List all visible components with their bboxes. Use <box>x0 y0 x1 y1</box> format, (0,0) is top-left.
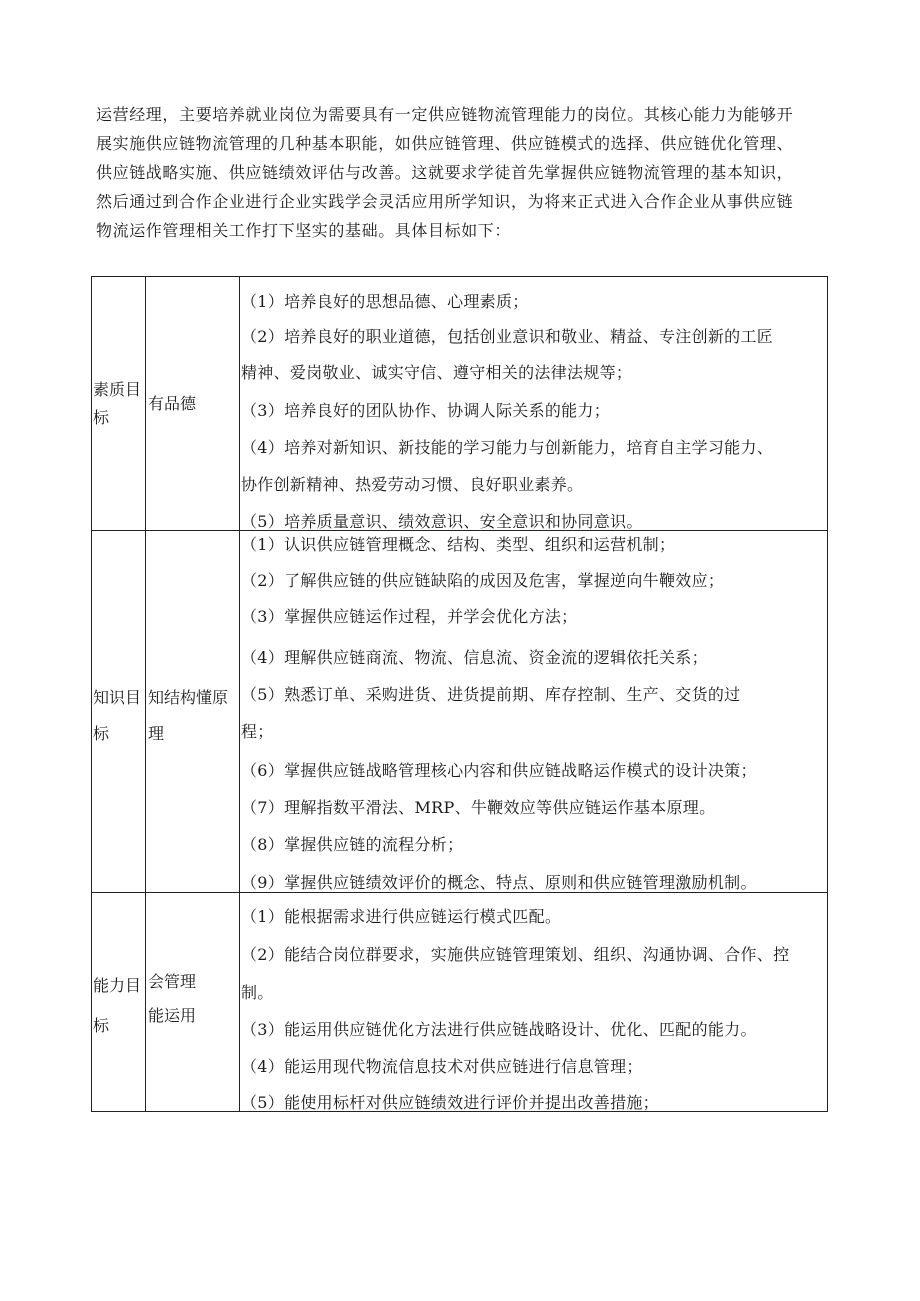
table-column-divider <box>239 276 240 1112</box>
goal-item: （6）掌握供应链战略管理核心内容和供应链战略运作模式的设计决策； <box>241 761 757 780</box>
category-label: 素质目 <box>93 380 142 399</box>
goal-item: 制。 <box>241 983 274 1002</box>
goal-item: （8）掌握供应链的流程分析； <box>241 835 464 854</box>
goal-item: （2）了解供应链的供应链缺陷的成因及危害，掌握逆向牛鞭效应； <box>241 571 725 590</box>
table-border-left <box>91 276 92 1112</box>
goal-item: （3）培养良好的团队协作、协调人际关系的能力； <box>241 401 611 420</box>
subcategory-label: 知结构懂原 <box>148 688 229 707</box>
goal-item: （1）能根据需求进行供应链运行模式匹配。 <box>241 907 562 926</box>
intro-paragraph <box>96 100 836 245</box>
category-label: 知识目 <box>93 688 142 707</box>
category-cell-knowledge <box>93 684 141 748</box>
table-border-top <box>91 276 828 277</box>
goal-item: （5）培养质量意识、绩效意识、安全意识和协同意识。 <box>241 512 643 531</box>
intro-line: 运营经理，主要培养就业岗位为需要具有一定供应链物流管理能力的岗位。其核心能力为能够开 <box>96 105 794 124</box>
goal-item: （7）理解指数平滑法、MRP、牛鞭效应等供应链运作基本原理。 <box>241 798 716 817</box>
goal-item: （5）能使用标杆对供应链绩效进行评价并提出改善措施； <box>241 1093 659 1112</box>
category-label: 能力目 <box>93 976 142 995</box>
intro-line: 然后通过到合作企业进行企业实践学会灵活应用所学知识，为将来正式进入合作企业从事供应链 <box>96 192 794 211</box>
category-label: 标 <box>93 1016 110 1035</box>
subcategory-label: 能运用 <box>148 1006 197 1025</box>
goal-item: 程； <box>241 722 274 741</box>
goal-item: （2）培养良好的职业道德，包括创业意识和敬业、精益、专注创新的工匠 <box>241 327 774 346</box>
category-label: 标 <box>93 408 110 427</box>
goal-item: （1）认识供应链管理概念、结构、类型、组织和运营机制； <box>241 535 676 554</box>
goal-item: （5）熟悉订单、采购进货、进货提前期、库存控制、生产、交货的过 <box>241 685 741 704</box>
subcategory-label: 会管理 <box>148 972 197 991</box>
goal-item: （4）能运用现代物流信息技术对供应链进行信息管理； <box>241 1057 643 1076</box>
subcategory-label: 有品德 <box>148 394 197 413</box>
table-column-divider <box>145 276 146 1112</box>
goal-item: （3）掌握供应链运作过程，并学会优化方法； <box>241 607 578 626</box>
goal-item: （3）能运用供应链优化方法进行供应链战略设计、优化、匹配的能力。 <box>241 1020 757 1039</box>
goal-item: （4）培养对新知识、新技能的学习能力与创新能力，培育自主学习能力、 <box>241 438 774 457</box>
category-cell-quality <box>93 376 141 432</box>
subcategory-cell-quality <box>148 390 196 418</box>
intro-line: 展实施供应链物流管理的几种基本职能，如供应链管理、供应链模式的选择、供应链优化管理、 <box>96 134 794 153</box>
goals-table <box>91 276 828 1112</box>
table-border-right <box>827 276 828 1112</box>
category-label: 标 <box>93 724 110 743</box>
category-cell-ability <box>93 972 141 1040</box>
goal-item: （1）培养良好的思想品德、心理素质； <box>241 292 529 311</box>
subcategory-label: 理 <box>148 724 165 743</box>
intro-line: 供应链战略实施、供应链绩效评估与改善。这就要求学徒首先掌握供应链物流管理的基本知识， <box>96 163 794 182</box>
goal-item: 精神、爱岗敬业、诚实守信、遵守相关的法律法规等； <box>241 363 633 382</box>
goal-item: （2）能结合岗位群要求，实施供应链管理策划、组织、沟通协调、合作、控 <box>241 945 790 964</box>
intro-line: 物流运作管理相关工作打下坚实的基础。具体目标如下： <box>96 221 512 240</box>
subcategory-cell-knowledge <box>148 684 228 748</box>
subcategory-cell-ability <box>148 968 196 1030</box>
goal-item: 协作创新精神、热爱劳动习惯、良好职业素养。 <box>241 475 584 494</box>
goal-item: （9）掌握供应链绩效评价的概念、特点、原则和供应链管理激励机制。 <box>241 873 757 892</box>
goal-item: （4）理解供应链商流、物流、信息流、资金流的逻辑依托关系； <box>241 648 708 667</box>
